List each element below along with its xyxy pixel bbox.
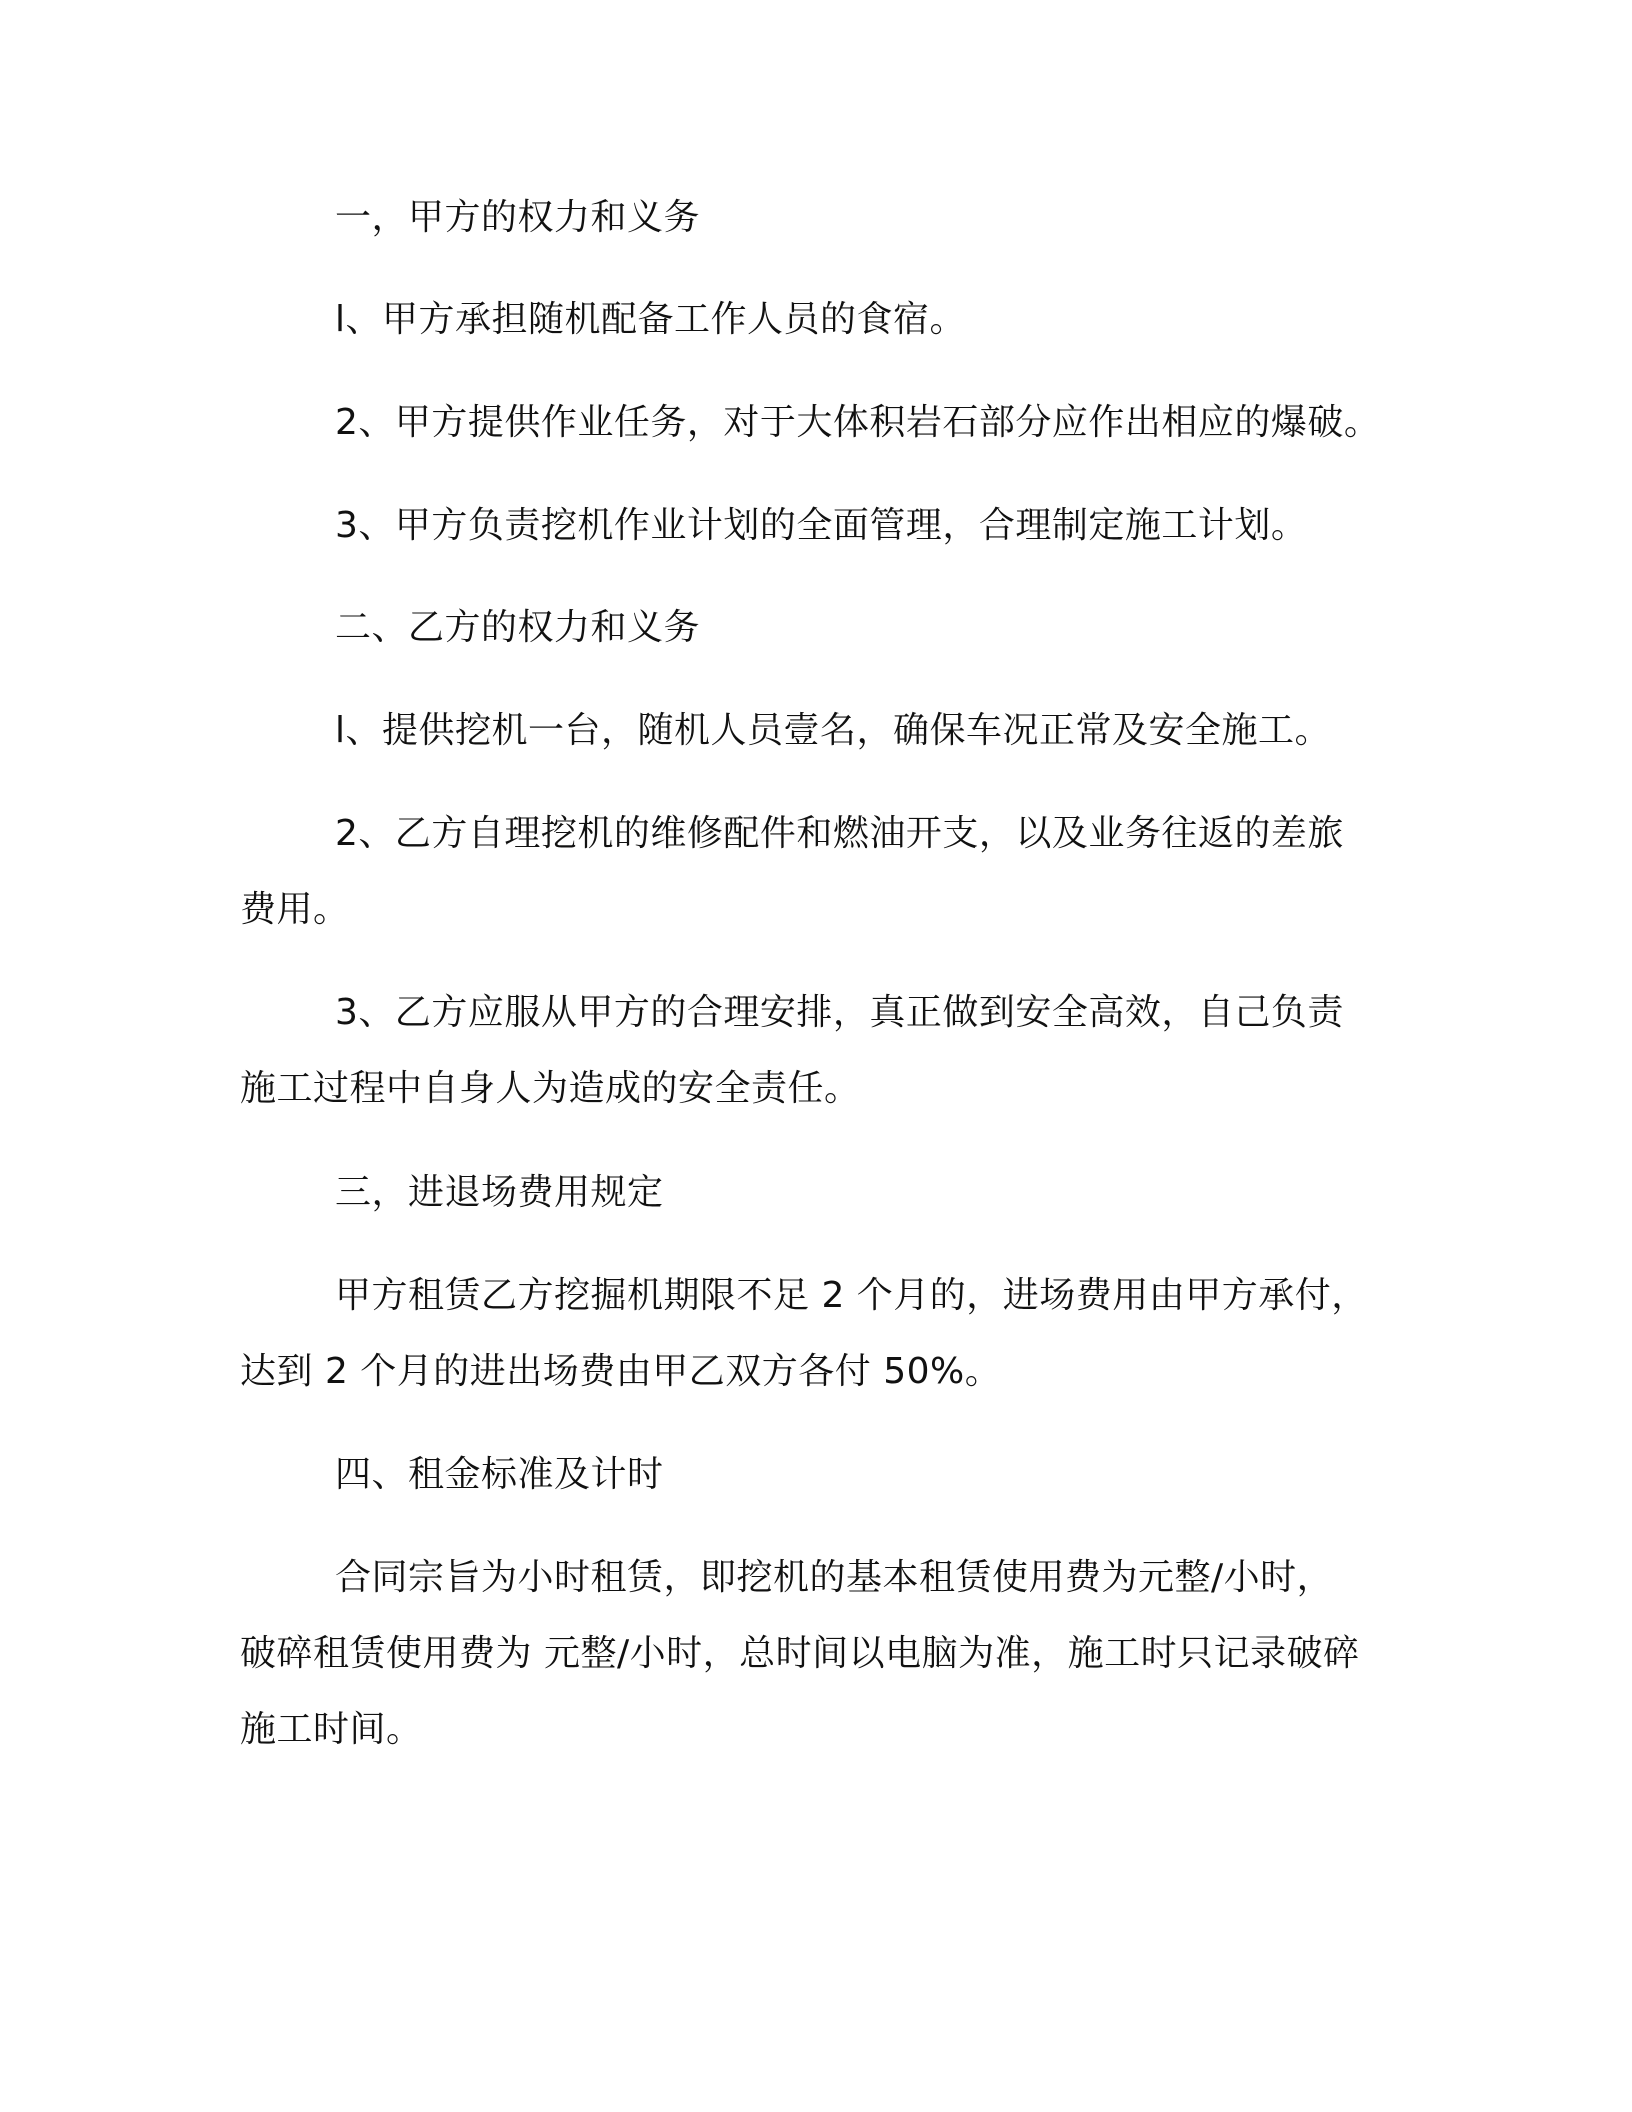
section-3-para-line-1: 甲方租赁乙方挖掘机期限不足 2 个月的，进场费用由甲方承付， bbox=[335, 1275, 1368, 1316]
section-1-item-2: 2、甲方提供作业任务，对于大体积岩石部分应作出相应的爆破。 bbox=[335, 402, 1381, 443]
section-4-heading: 四、租金标准及计时 bbox=[335, 1454, 664, 1495]
section-2-item-1: l、提供挖机一台，随机人员壹名，确保车况正常及安全施工。 bbox=[335, 710, 1332, 751]
section-4-para-line-3: 施工时间。 bbox=[240, 1709, 423, 1750]
section-4-para-line-2: 破碎租赁使用费为 元整/小时，总时间以电脑为准，施工时只记录破碎 bbox=[240, 1633, 1360, 1674]
section-2-item-2-line-1: 2、乙方自理挖机的维修配件和燃油开支，以及业务往返的差旅 bbox=[335, 813, 1344, 854]
section-1-heading: 一，甲方的权力和义务 bbox=[335, 197, 701, 238]
section-2-heading: 二、乙方的权力和义务 bbox=[335, 607, 701, 648]
section-3-heading: 三，进退场费用规定 bbox=[335, 1172, 664, 1213]
section-2-item-2-line-2: 费用。 bbox=[240, 889, 350, 930]
section-1-item-1: l、甲方承担随机配备工作人员的食宿。 bbox=[335, 299, 967, 340]
section-3-para-line-2: 达到 2 个月的进出场费由甲乙双方各付 50%。 bbox=[240, 1351, 1002, 1392]
section-4-para-line-1: 合同宗旨为小时租赁，即挖机的基本租赁使用费为元整/小时， bbox=[335, 1557, 1334, 1598]
section-2-item-3-line-1: 3、乙方应服从甲方的合理安排，真正做到安全高效，自己负责 bbox=[335, 992, 1344, 1033]
section-2-item-3-line-2: 施工过程中自身人为造成的安全责任。 bbox=[240, 1068, 861, 1109]
section-1-item-3: 3、甲方负责挖机作业计划的全面管理，合理制定施工计划。 bbox=[335, 505, 1308, 546]
